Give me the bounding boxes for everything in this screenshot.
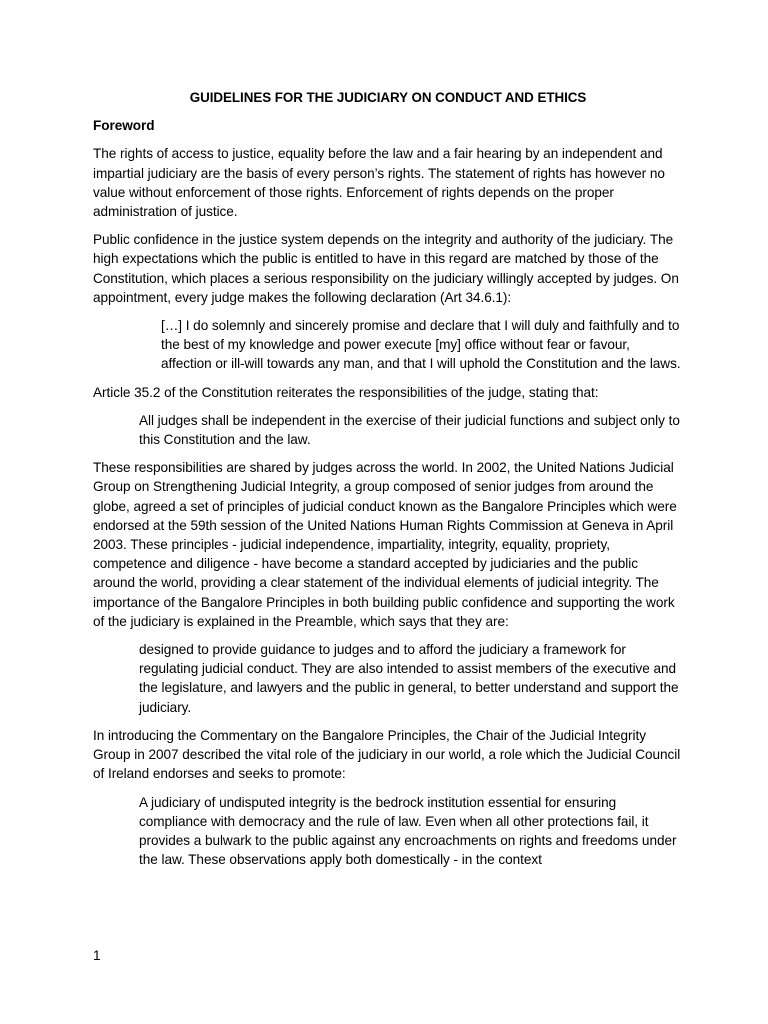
paragraph-public-confidence: Public confidence in the justice system depends on the integrity and authority of the judiciary. The high expectations which the public is entitled to have in this regard are matched by those of the Constitution, which places a serious responsibility on the judiciary willingly accepted by judges. On appointment, every judge makes the following declaration (Art 34.6.1): xyxy=(93,232,679,305)
quote-judicial-declaration: […] I do solemnly and sincerely promise and declare that I will duly and faithfully and to the best of my knowledge and power execute [my] office without fear or favour, affection or ill-will towards any man, and that I will uphold the Constitution and the laws. xyxy=(161,318,681,372)
document-body xyxy=(93,88,683,878)
paragraph-commentary-intro: In introducing the Commentary on the Bangalore Principles, the Chair of the Judicial Integrity Group in 2007 described the vital role of the judiciary in our world, a role which the Judicial Council of Ireland endorses and seeks to promote: xyxy=(93,727,681,782)
quote-article-35-2: All judges shall be independent in the exercise of their judicial functions and subject only to this Constitution and the law. xyxy=(139,412,680,448)
quote-commentary: A judiciary of undisputed integrity is the bedrock institution essential for ensuring compliance with democracy and the rule of law. Even when all other protections fail, it provides a bulwark to the public against any encroachments on rights and freedoms under the law. These observations apply both domestically - in the context xyxy=(139,794,677,868)
quote-preamble: designed to provide guidance to judges and to afford the judiciary a framework for regulating judicial conduct. They are also intended to assist members of the executive and the legislature, and lawyers and the public in general, to better understand and support the judiciary. xyxy=(139,642,679,715)
page-number: 1 xyxy=(93,948,101,963)
document-title: GUIDELINES FOR THE JUDICIARY ON CONDUCT AND ETHICS xyxy=(189,90,587,105)
paragraph-article-35-2: Article 35.2 of the Constitution reiterates the responsibilities of the judge, stating that: xyxy=(93,384,599,400)
paragraph-rights-access: The rights of access to justice, equality before the law and a fair hearing by an independent and impartial judiciary are the basis of every person’s rights. The statement of rights has however no value without enforcement of those rights. Enforcement of rights depends on the proper administration of justice. xyxy=(93,146,665,220)
paragraph-bangalore-principles: These responsibilities are shared by judges across the world. In 2002, the United Nations Judicial Group on Strengthening Judicial Integrity, a group composed of senior judges from around the globe, agreed a set of principles of judicial conduct known as the Bangalore Principles which were endorsed at the 59th session of the United Nations Human Rights Commission at Geneva in April 2003. These principles - judicial independence, impartiality, integrity, equality, propriety, competence and diligence - have become a standard accepted by judiciaries and the public around the world, providing a clear statement of the individual elements of judicial integrity. The importance of the Bangalore Principles in both building public confidence and supporting the work of the judiciary is explained in the Preamble, which says that they are: xyxy=(93,460,677,629)
section-heading-foreword: Foreword xyxy=(93,118,155,134)
